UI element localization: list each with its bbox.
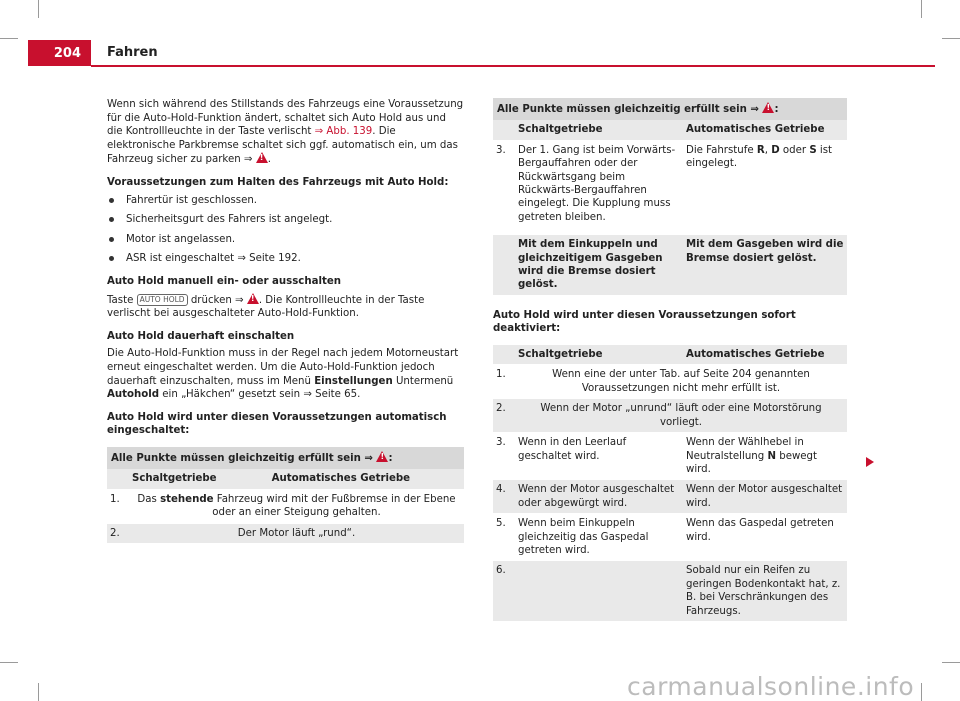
auto-hold-key: AUTO HOLD <box>137 294 188 306</box>
list-item: Sicherheitsgurt des Fahrers ist angelegt. <box>107 213 464 227</box>
continue-arrow-icon <box>866 457 874 467</box>
table-row: 2. Der Motor läuft „rund“. <box>107 523 464 543</box>
crop-mark <box>38 683 39 701</box>
page-number: 204 <box>28 40 91 66</box>
column-header: Automatisches Getriebe <box>683 120 847 140</box>
table-row: 3. Der 1. Gang ist beim Vorwärts-Bergauffahren oder der Rückwärtsgang beim Rückwärts-Bergauffahren eingelegt. Die Kupplung muss getreten bleiben. Die Fahrstufe R, D oder S ist eingelegt. <box>493 140 847 234</box>
page-title: Fahren <box>107 45 158 60</box>
column-header: Schaltgetriebe <box>515 120 683 140</box>
auto-on-heading: Auto Hold wird unter diesen Voraussetzungen automatisch eingeschaltet: <box>107 411 447 437</box>
intro-paragraph: Wenn sich während des Stillstands des Fahrzeugs eine Voraussetzung für die Auto-Hold-Funktion ändert, schaltet sich Auto Hold aus und die Kontrollleuchte in der Taste verlischt ⇒ Abb. 139. Die elektronische Parkbremse schaltet sich ggf. automatisch ein, um das Fahrzeug sicher zu parken ⇒ !. <box>107 98 464 167</box>
table-row: 3. Wenn in den Leerlauf geschaltet wird. Wenn der Wählhebel in Neutralstellung N bewegt wird. <box>493 433 847 480</box>
column-header: Automatisches Getriebe <box>269 469 464 489</box>
table-caption: Alle Punkte müssen gleichzeitig erfüllt sein ⇒ !: <box>493 98 847 120</box>
crop-mark <box>38 0 39 18</box>
figure-link[interactable]: ⇒ Abb. 139 <box>314 126 373 138</box>
deactivation-table <box>493 345 847 621</box>
crop-mark <box>942 38 960 39</box>
column-header: Schaltgetriebe <box>515 345 683 365</box>
warning-icon[interactable] <box>247 293 259 304</box>
warning-icon[interactable] <box>256 152 268 163</box>
requirements-heading: Voraussetzungen zum Halten des Fahrzeugs mit Auto Hold: <box>107 176 449 188</box>
crop-mark <box>942 662 960 663</box>
crop-mark <box>0 662 18 663</box>
table-row: 1. Wenn eine der unter Tab. auf Seite 204 genannten Voraussetzungen nicht mehr erfüllt ist. <box>493 365 847 399</box>
left-column <box>107 98 464 555</box>
table-caption: Alle Punkte müssen gleichzeitig erfüllt sein ⇒ !: <box>107 447 464 469</box>
table-row: Mit dem Einkuppeln und gleichzeitigem Gasgeben wird die Bremse dosiert gelöst. Mit dem Gasgeben wird die Bremse dosiert gelöst. <box>493 235 847 295</box>
auto-on-table <box>107 447 464 543</box>
list-item: Fahrertür ist geschlossen. <box>107 194 464 208</box>
table-row: 4. Wenn der Motor ausgeschaltet oder abgewürgt wird. Wenn der Motor ausgeschaltet wird. <box>493 480 847 514</box>
column-header: Automatisches Getriebe <box>683 345 847 365</box>
manual-heading: Auto Hold manuell ein- oder ausschalten <box>107 275 341 287</box>
watermark: carmanualsonline.info <box>627 672 915 701</box>
column-header: Schaltgetriebe <box>129 469 269 489</box>
table-row: 1. Das stehende Fahrzeug wird mit der Fußbremse in der Ebene oder an einer Steigung gehalten. <box>107 489 464 523</box>
table-row: 6. Sobald nur ein Reifen zu geringen Bodenkontakt hat, z. B. bei Verschränkungen des Fahrzeugs. <box>493 561 847 621</box>
manual-paragraph: Taste AUTO HOLD drücken ⇒ !. Die Kontrollleuchte in der Taste verlischt bei ausgeschalteter Auto-Hold-Funktion. <box>107 293 464 321</box>
list-item: ASR ist eingeschaltet ⇒ Seite 192. <box>107 252 464 266</box>
header-rule <box>91 65 935 67</box>
list-item: Motor ist angelassen. <box>107 233 464 247</box>
crop-mark <box>0 38 18 39</box>
requirements-list <box>107 194 464 266</box>
crop-mark <box>921 683 922 701</box>
auto-on-table-continued <box>493 98 847 295</box>
right-column <box>493 98 847 633</box>
table-row: 2. Wenn der Motor „unrund“ läuft oder eine Motorstörung vorliegt. <box>493 399 847 433</box>
table-row: 5. Wenn beim Einkuppeln gleichzeitig das Gaspedal getreten wird. Wenn das Gaspedal getreten wird. <box>493 514 847 561</box>
warning-icon[interactable] <box>762 102 774 113</box>
deactivation-heading: Auto Hold wird unter diesen Voraussetzungen sofort deaktiviert: <box>493 309 796 335</box>
permanent-paragraph: Die Auto-Hold-Funktion muss in der Regel nach jedem Motorneustart erneut eingeschaltet werden. Um die Auto-Hold-Funktion jedoch dauerhaft einzuschalten, muss im Menü Einstellungen Untermenü Autohold ein „Häkchen“ gesetzt sein ⇒ Seite 65. <box>107 348 459 401</box>
crop-mark <box>921 0 922 18</box>
warning-icon[interactable] <box>376 451 388 462</box>
permanent-heading: Auto Hold dauerhaft einschalten <box>107 330 295 342</box>
